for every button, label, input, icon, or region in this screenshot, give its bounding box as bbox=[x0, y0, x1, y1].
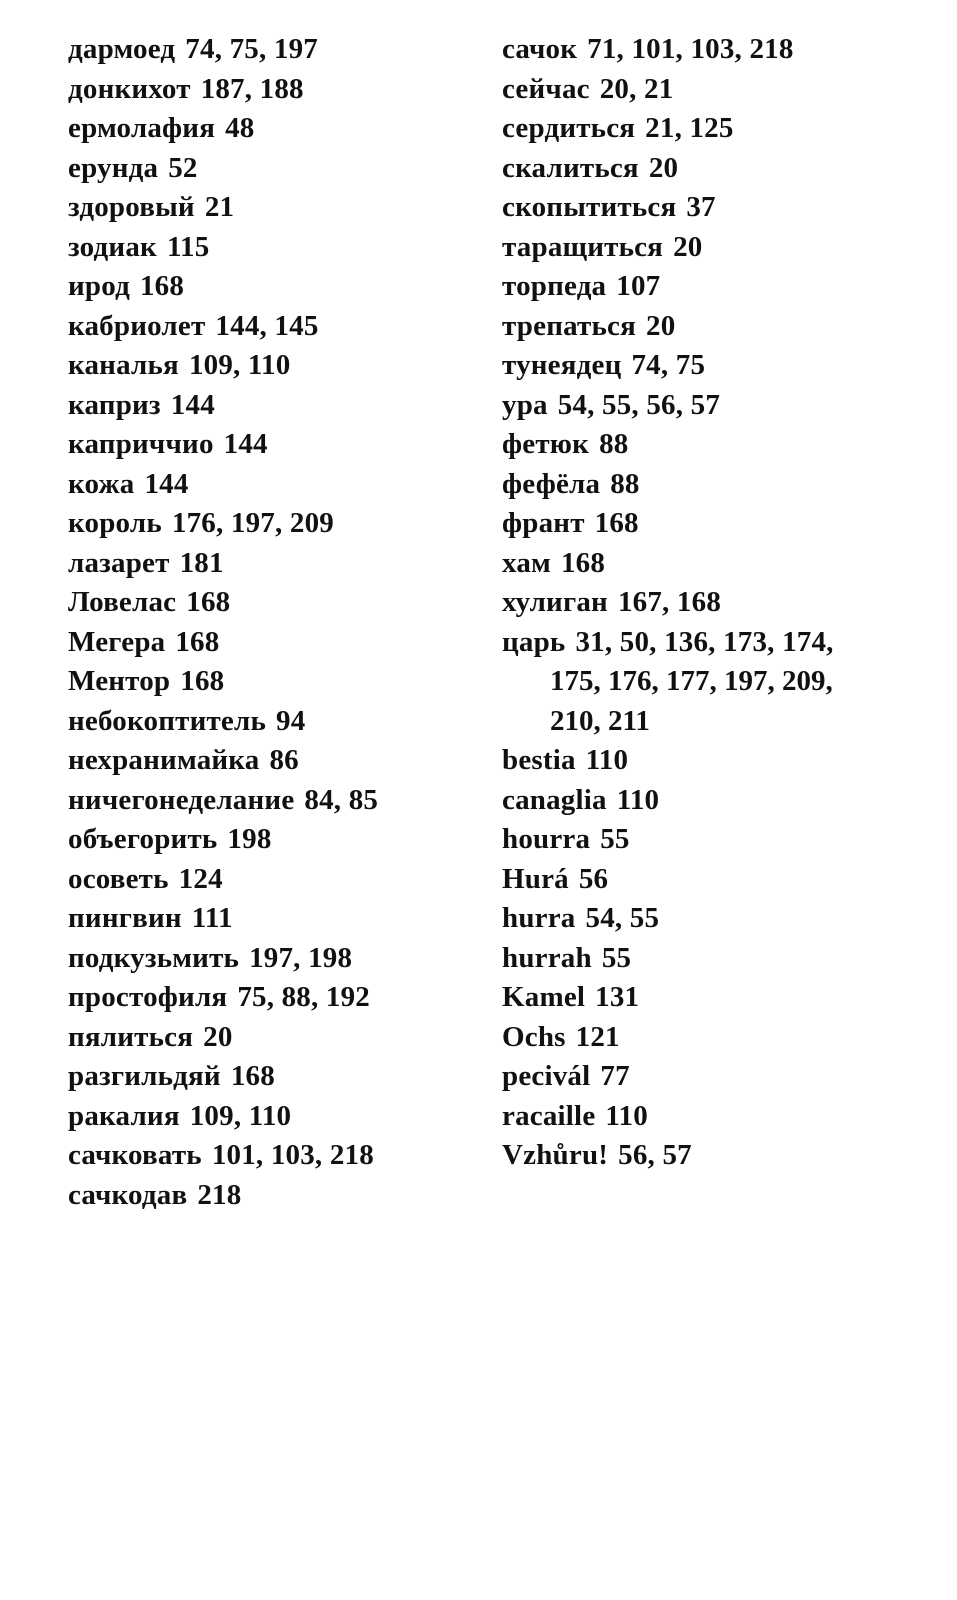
index-term: Kamel bbox=[502, 981, 586, 1013]
index-term: сачок bbox=[502, 33, 578, 65]
index-entry bbox=[502, 899, 922, 939]
index-page-numbers: 218 bbox=[197, 1178, 242, 1211]
index-entry bbox=[68, 583, 478, 623]
index-entry bbox=[502, 504, 922, 544]
index-page-numbers: 168 bbox=[186, 586, 231, 618]
index-term: Ochs bbox=[502, 1020, 566, 1053]
index-term: сачковать bbox=[68, 1139, 202, 1171]
index-page-numbers: 94 bbox=[276, 704, 306, 737]
index-entry bbox=[68, 781, 478, 821]
index-entry bbox=[502, 820, 922, 860]
index-entry bbox=[68, 1018, 478, 1058]
index-page-numbers: 110 bbox=[585, 744, 629, 776]
index-term: зодиак bbox=[68, 230, 157, 263]
index-entry bbox=[68, 662, 478, 702]
index-entry bbox=[502, 465, 922, 505]
index-term: ерунда bbox=[68, 151, 159, 184]
index-term: тунеядец bbox=[502, 349, 622, 381]
index-term: скопытиться bbox=[502, 191, 677, 223]
index-page-numbers: 20 bbox=[646, 309, 676, 342]
index-page-numbers: 109, 110 bbox=[188, 349, 291, 381]
index-entry bbox=[502, 623, 922, 663]
index-term: сейчас bbox=[502, 72, 590, 105]
index-page-numbers: 52 bbox=[168, 151, 198, 184]
index-term: король bbox=[68, 507, 162, 539]
index-page-numbers: 197, 198 bbox=[249, 941, 353, 974]
index-entry bbox=[502, 1136, 922, 1176]
index-page-numbers: 48 bbox=[225, 112, 255, 144]
index-left-column bbox=[68, 30, 478, 1215]
index-page-numbers: 111 bbox=[191, 902, 233, 934]
index-term: франт bbox=[502, 507, 585, 539]
index-entry bbox=[68, 978, 478, 1018]
index-entry-continuation: 175, 176, 177, 197, 209, bbox=[550, 665, 833, 697]
index-entry bbox=[502, 109, 922, 149]
index-page-numbers: 71, 101, 103, 218 bbox=[587, 33, 794, 65]
index-term: каприччио bbox=[68, 428, 214, 460]
index-term: трепаться bbox=[502, 309, 636, 342]
index-page-numbers: 110 bbox=[616, 783, 660, 816]
index-term: racaille bbox=[502, 1099, 596, 1132]
index-page-numbers: 168 bbox=[230, 1060, 275, 1092]
index-term: нехранимайка bbox=[68, 744, 260, 776]
index-entry bbox=[68, 860, 478, 900]
index-entry bbox=[502, 386, 922, 426]
index-entry bbox=[68, 939, 478, 979]
index-page-numbers: 144, 145 bbox=[215, 309, 319, 342]
index-entry bbox=[502, 1057, 922, 1097]
index-term: canaglia bbox=[502, 783, 607, 816]
index-term: пялиться bbox=[68, 1020, 194, 1053]
index-page-numbers: 20 bbox=[673, 230, 703, 263]
index-term: простофиля bbox=[68, 981, 228, 1013]
index-page-numbers: 56 bbox=[578, 862, 609, 895]
index-page-numbers: 144 bbox=[170, 388, 215, 421]
index-page-numbers: 144 bbox=[144, 467, 189, 500]
index-page-numbers: 55 bbox=[600, 823, 630, 855]
index-page-numbers: 88 bbox=[610, 467, 640, 500]
index-page-numbers: 21, 125 bbox=[645, 112, 734, 144]
index-entry bbox=[68, 899, 478, 939]
index-term: объегорить bbox=[68, 823, 218, 855]
index-entry bbox=[68, 1057, 478, 1097]
index-right-column bbox=[502, 30, 922, 1176]
index-entry bbox=[68, 1097, 478, 1137]
index-page-numbers: 20, 21 bbox=[599, 72, 674, 105]
index-term: каналья bbox=[68, 349, 179, 381]
index-page-numbers: 74, 75 bbox=[631, 349, 706, 381]
index-page-numbers: 168 bbox=[560, 546, 606, 579]
index-entry bbox=[502, 149, 922, 189]
index-entry bbox=[502, 1018, 922, 1058]
index-term: hurra bbox=[502, 902, 576, 934]
index-term: здоровый bbox=[68, 191, 195, 223]
index-entry bbox=[68, 544, 478, 584]
index-entry bbox=[502, 267, 922, 307]
index-term: кабриолет bbox=[68, 309, 206, 342]
index-term: небокоптитель bbox=[68, 704, 267, 737]
index-page-numbers: 109, 110 bbox=[189, 1099, 292, 1132]
index-entry bbox=[502, 544, 922, 584]
index-page-numbers: 74, 75, 197 bbox=[185, 33, 318, 65]
index-term: царь bbox=[502, 625, 566, 658]
index-entry bbox=[502, 978, 922, 1018]
index-page-numbers: 181 bbox=[179, 546, 224, 579]
index-term: Ловелас bbox=[68, 586, 177, 618]
index-page-numbers: 84, 85 bbox=[304, 783, 379, 816]
index-term: ирод bbox=[68, 270, 130, 302]
index-entry bbox=[502, 346, 922, 386]
index-term: ничегонеделание bbox=[68, 783, 295, 816]
index-page-numbers: 167, 168 bbox=[617, 586, 722, 618]
index-term: подкузьмить bbox=[68, 941, 240, 974]
index-page-numbers: 88 bbox=[599, 428, 629, 460]
index-page-numbers: 20 bbox=[648, 151, 679, 184]
index-page-numbers: 77 bbox=[600, 1060, 630, 1092]
index-entry bbox=[68, 741, 478, 781]
index-term: hourra bbox=[502, 823, 591, 855]
index-term: ермолафия bbox=[68, 112, 216, 144]
index-term: ракалия bbox=[68, 1099, 180, 1132]
index-entry bbox=[68, 228, 478, 268]
index-term: Vzhůru! bbox=[502, 1139, 609, 1171]
index-entry bbox=[502, 188, 922, 228]
index-entry bbox=[68, 465, 478, 505]
index-entry bbox=[68, 386, 478, 426]
index-page-numbers: 168 bbox=[175, 625, 220, 658]
index-entry bbox=[502, 939, 922, 979]
index-entry bbox=[502, 583, 922, 623]
index-entry bbox=[502, 307, 922, 347]
index-entry bbox=[68, 70, 478, 110]
index-entry bbox=[68, 1136, 478, 1176]
index-page-numbers: 75, 88, 192 bbox=[237, 981, 371, 1013]
index-page-numbers: 168 bbox=[594, 507, 639, 539]
index-page-numbers: 124 bbox=[178, 862, 223, 895]
index-page-numbers: 55 bbox=[601, 941, 632, 974]
index-term: таращиться bbox=[502, 230, 664, 263]
index-entry bbox=[68, 267, 478, 307]
index-entry bbox=[502, 70, 922, 110]
index-page-numbers: 121 bbox=[575, 1020, 620, 1053]
index-term: торпеда bbox=[502, 270, 607, 302]
index-entry bbox=[68, 30, 478, 70]
index-page-numbers: 176, 197, 209 bbox=[171, 507, 334, 539]
index-page-numbers: 107 bbox=[616, 270, 661, 302]
index-page-numbers: 56, 57 bbox=[618, 1139, 692, 1171]
index-page-numbers: 21 bbox=[204, 191, 235, 223]
index-term: сердиться bbox=[502, 112, 636, 144]
index-entry bbox=[68, 820, 478, 860]
index-page-numbers: 131 bbox=[595, 981, 640, 1013]
index-entry bbox=[502, 1097, 922, 1137]
index-term: хам bbox=[502, 546, 551, 579]
index-term: скалиться bbox=[502, 151, 639, 184]
index-page-numbers: 31, 50, 136, 173, 174, bbox=[575, 625, 834, 658]
index-term: pecivál bbox=[502, 1060, 591, 1092]
index-term: Ментор bbox=[68, 665, 171, 697]
index-entry-continuation: 210, 211 bbox=[550, 704, 650, 737]
index-page-numbers: 86 bbox=[269, 744, 299, 776]
index-term: пингвин bbox=[68, 902, 182, 934]
index-page-numbers: 144 bbox=[223, 428, 268, 460]
index-page-numbers: 54, 55 bbox=[585, 902, 660, 934]
index-page-numbers: 54, 55, 56, 57 bbox=[557, 388, 721, 421]
index-page-numbers: 187, 188 bbox=[200, 72, 304, 105]
index-entry bbox=[68, 109, 478, 149]
index-entry bbox=[68, 623, 478, 663]
index-page-numbers: 168 bbox=[180, 665, 225, 697]
index-entry bbox=[68, 702, 478, 742]
index-term: hurrah bbox=[502, 941, 592, 974]
index-entry bbox=[68, 149, 478, 189]
index-entry bbox=[502, 781, 922, 821]
index-entry bbox=[68, 1176, 478, 1216]
index-page-numbers: 198 bbox=[227, 823, 272, 855]
index-term: лазарет bbox=[68, 546, 170, 579]
index-entry bbox=[502, 741, 922, 781]
index-entry bbox=[68, 188, 478, 228]
index-page-numbers: 168 bbox=[139, 270, 185, 302]
index-entry bbox=[68, 425, 478, 465]
index-term: ура bbox=[502, 388, 548, 421]
index-page-numbers: 20 bbox=[203, 1020, 233, 1053]
index-page-numbers: 115 bbox=[166, 230, 210, 263]
index-term: Мегера bbox=[68, 625, 166, 658]
index-term: Hurá bbox=[502, 862, 569, 895]
index-term: bestia bbox=[502, 744, 576, 776]
index-term: хулиган bbox=[502, 586, 608, 618]
index-term: разгильдяй bbox=[68, 1060, 221, 1092]
index-entry bbox=[68, 346, 478, 386]
index-term: кожа bbox=[68, 467, 135, 500]
index-entry bbox=[68, 307, 478, 347]
index-term: донкихот bbox=[68, 72, 191, 105]
index-term: сачкодав bbox=[68, 1178, 188, 1211]
index-term: фефёла bbox=[502, 467, 601, 500]
index-term: дармоед bbox=[68, 33, 176, 65]
index-term: осоветь bbox=[68, 862, 169, 895]
index-entry bbox=[502, 425, 922, 465]
index-page-numbers: 110 bbox=[605, 1099, 648, 1132]
index-entry bbox=[502, 30, 922, 70]
index-entry bbox=[68, 504, 478, 544]
index-entry bbox=[502, 228, 922, 268]
index-entry bbox=[502, 860, 922, 900]
index-page-numbers: 37 bbox=[686, 191, 716, 223]
index-term: каприз bbox=[68, 388, 161, 421]
index-page-numbers: 101, 103, 218 bbox=[211, 1139, 374, 1171]
index-term: фетюк bbox=[502, 428, 590, 460]
